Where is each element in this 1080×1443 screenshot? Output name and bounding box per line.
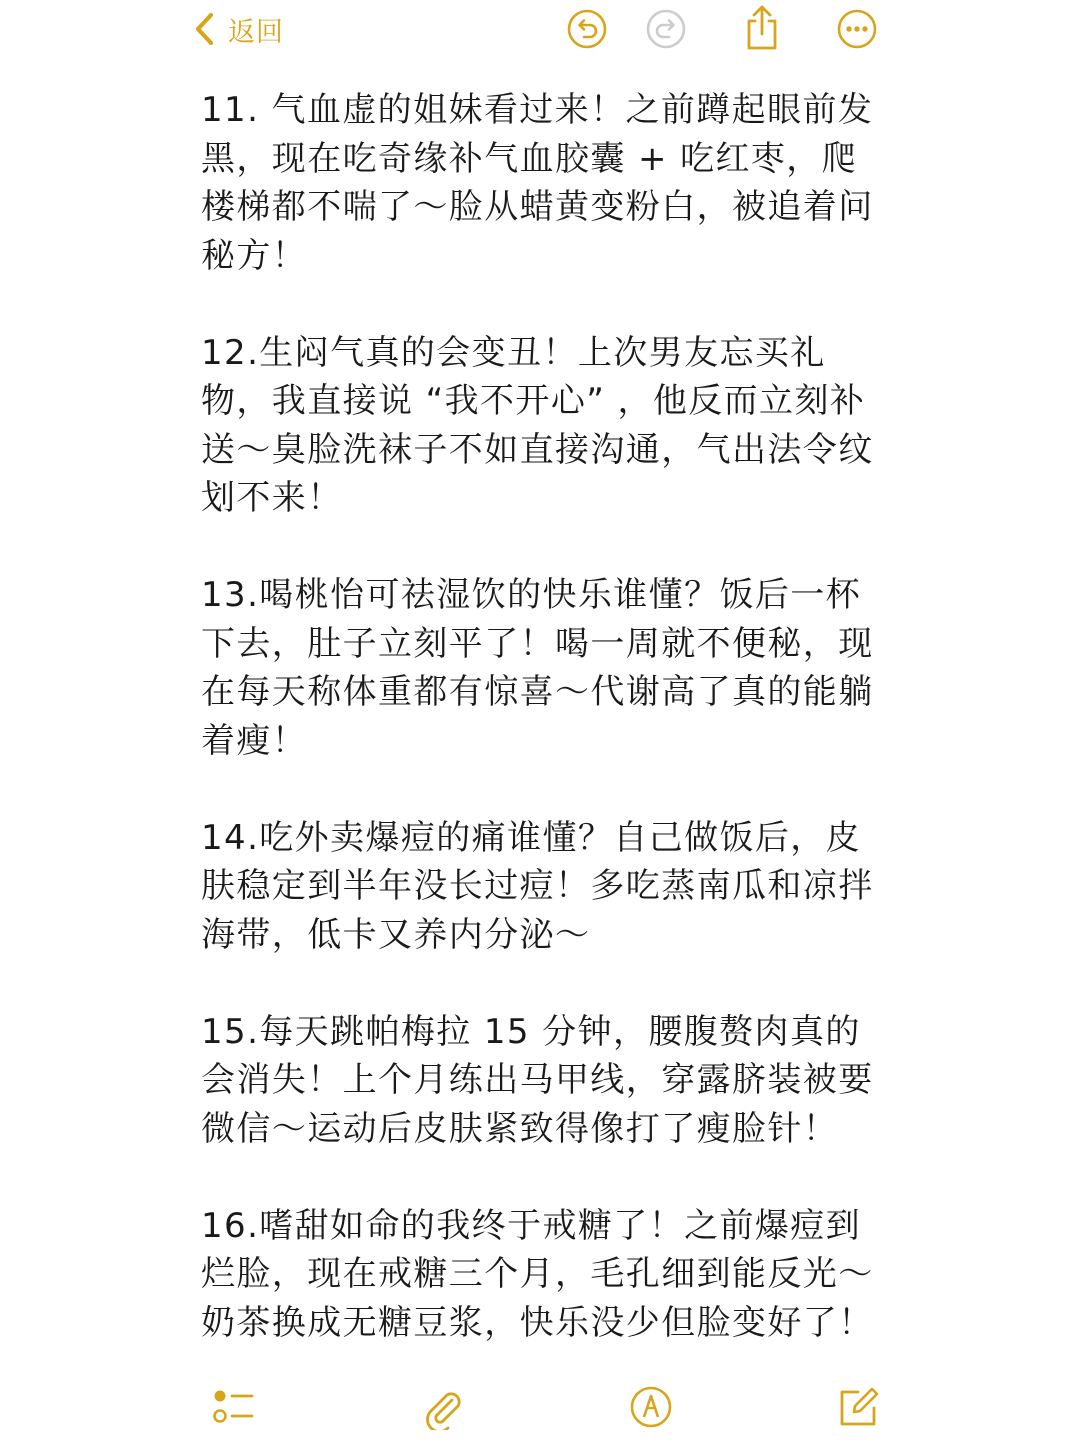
back-label: 返回 — [228, 16, 284, 48]
undo-button[interactable] — [566, 8, 608, 50]
note-body[interactable] — [201, 86, 883, 1347]
note-paragraph: 12.生闷气真的会变丑！上次男友忘买礼物，我直接说 “我不开心” ，他反而立刻补送～臭脸洗袜子不如直接沟通，气出法令纹划不来！ — [201, 332, 874, 518]
redo-icon — [645, 8, 687, 50]
note-paragraph: 11. 气血虚的姐妹看过来！之前蹲起眼前发黑，现在吃奇缘补气血胶囊 + 吃红枣，爬楼梯都不喘了～脸从蜡黄变粉白，被追着问秘方！ — [201, 90, 874, 276]
more-icon — [836, 8, 878, 50]
chevron-left-icon — [194, 11, 216, 47]
markup-pen-icon — [628, 1384, 674, 1430]
note-paragraph: 16.嗜甜如命的我终于戒糖了！之前爆痘到烂脸，现在戒糖三个月，毛孔细到能反光～奶茶换成无糖豆浆，快乐没少但脸变好了！ — [201, 1205, 874, 1343]
note-paragraph: 14.吃外卖爆痘的痛谁懂？自己做饭后，皮肤稳定到半年没长过痘！多吃蒸南瓜和凉拌海带，低卡又养内分泌～ — [201, 817, 874, 955]
note-paragraph: 15.每天跳帕梅拉 15 分钟，腰腹赘肉真的会消失！上个月练出马甲线，穿露脐装被要微信～运动后皮肤紧致得像打了瘦脸针！ — [201, 1011, 874, 1149]
bottom-toolbar — [0, 1380, 1080, 1432]
top-navigation-bar — [0, 0, 1080, 60]
undo-icon — [566, 8, 608, 50]
share-button[interactable] — [741, 4, 783, 46]
compose-button[interactable] — [836, 1384, 882, 1430]
compose-icon — [836, 1384, 882, 1430]
attach-button[interactable] — [420, 1384, 466, 1430]
note-paragraph: 13.喝桃怡可祛湿饮的快乐谁懂？饭后一杯下去，肚子立刻平了！喝一周就不便秘，现在每天称体重都有惊喜～代谢高了真的能躺着瘦！ — [201, 575, 874, 761]
more-options-button[interactable] — [836, 8, 878, 50]
redo-button[interactable] — [645, 8, 687, 50]
share-icon — [741, 4, 783, 52]
checklist-button[interactable] — [210, 1384, 256, 1430]
markup-button[interactable] — [628, 1384, 674, 1430]
back-button[interactable] — [194, 10, 284, 48]
paperclip-icon — [420, 1384, 466, 1430]
checklist-icon — [210, 1384, 256, 1430]
